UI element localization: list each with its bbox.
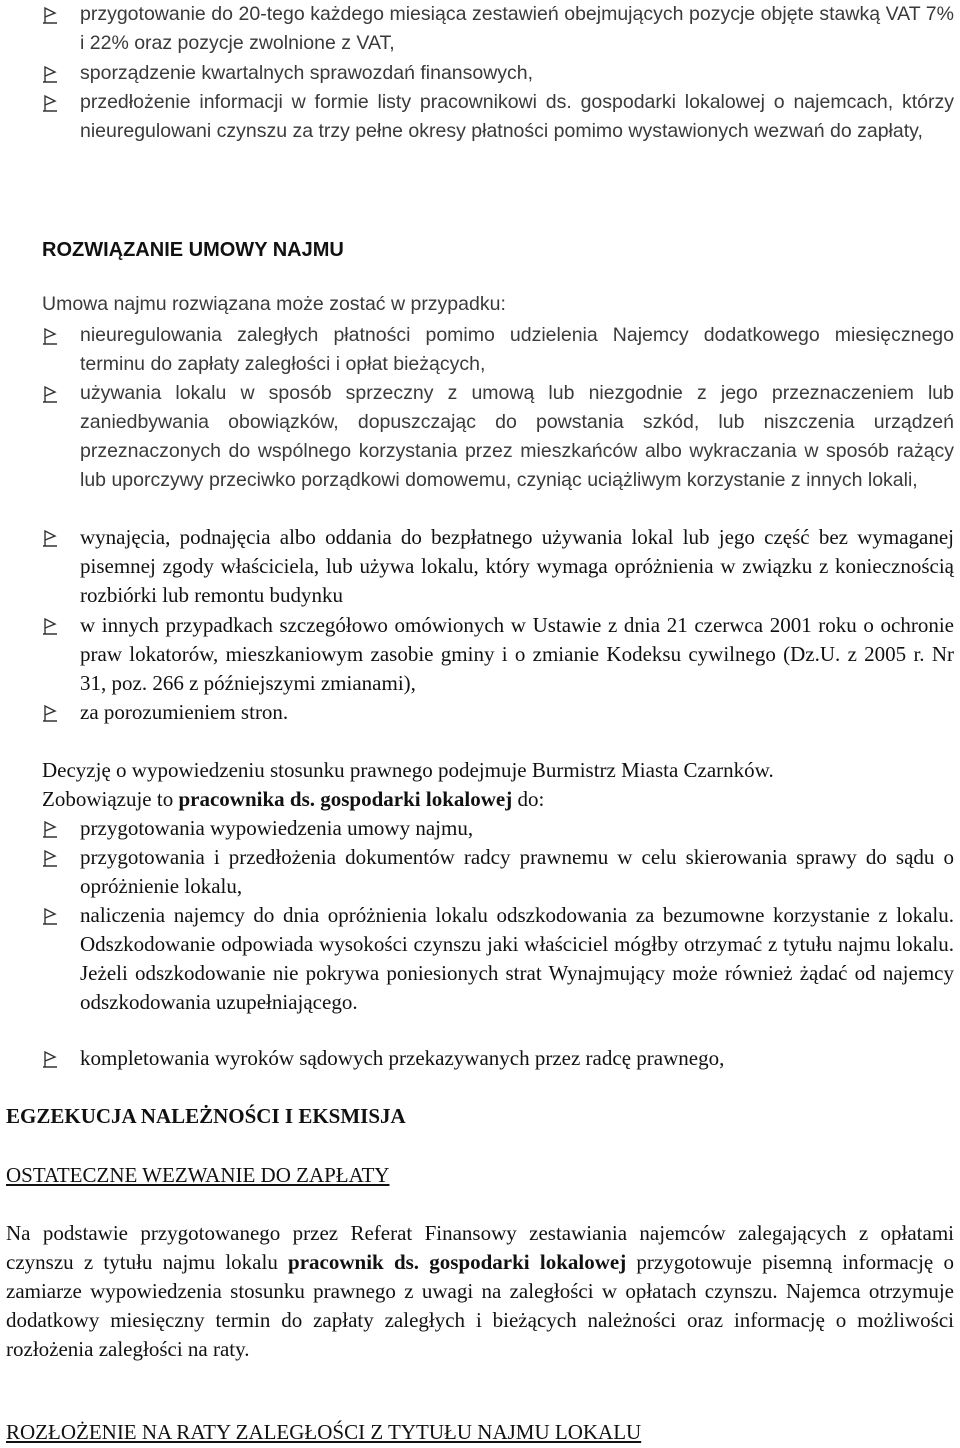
list-item (42, 379, 954, 495)
list-item-text: wynajęcia, podnajęcia albo oddania do bezpłatnego używania lokal lub jego część bez wymaganej pisemnej zgody właściciela, lub używa lokalu, który wymaga opróżnienia w związku z koniecznością rozbiórki lub remontu budynku (80, 525, 954, 607)
obligation-suffix: do: (512, 787, 545, 811)
section-subheading: OSTATECZNE WEZWANIE DO ZAPŁATY (6, 1163, 390, 1187)
section-intro: Umowa najmu rozwiązana może zostać w przypadku: (42, 293, 506, 315)
tent-flag-icon (42, 385, 64, 403)
tent-flag-icon (42, 94, 64, 112)
paragraph-part: przygotowuje pisemną informację o zamiarze wypowiedzenia stosunku prawnego z uwagi na zaległości w opłatach czynszu. Najemca otrzymuje dodatkowy miesięczny termin do zapłaty zaległych i bieżących należności oraz informację o możliwości rozłożenia zaległości na raty. (6, 1250, 954, 1361)
tent-flag-icon (42, 65, 64, 83)
list-item-text: w innych przypadkach szczegółowo omówionych w Ustawie z dnia 21 czerwca 2001 roku o ochronie praw lokatorów, mieszkaniowym zasobie gminy i o zmianie Kodeksu cywilnego (Dz.U. z 2005 r. Nr 31, poz. 266 z późniejszymi zmianami), (80, 613, 954, 695)
list-item (42, 88, 954, 146)
tent-flag-icon (42, 617, 64, 635)
list-item-text: sporządzenie kwartalnych sprawozdań finansowych, (80, 62, 534, 84)
section-subheading: ROZŁOŻENIE NA RATY ZALEGŁOŚCI Z TYTUŁU NAJMU LOKALU (6, 1420, 642, 1444)
list-item-text: kompletowania wyroków sądowych przekazywanych przez radcę prawnego, (80, 1046, 725, 1070)
obligation-prefix: Zobowiązuje to (42, 787, 179, 811)
list-item-text: przygotowania wypowiedzenia umowy najmu, (80, 816, 474, 840)
tent-flag-icon (42, 529, 64, 547)
tent-flag-icon (42, 907, 64, 925)
list-item (42, 698, 954, 727)
list-item (42, 611, 954, 698)
list-item-text: przygotowanie do 20-tego każdego miesiąca zestawień obejmujących pozycje objęte stawką VAT 7% i 22% oraz pozycje zwolnione z VAT, (80, 3, 954, 54)
obligation-role: pracownika ds. gospodarki lokalowej (178, 787, 513, 811)
list-item-text: nieuregulowania zaległych płatności pomimo udzielenia Najemcy dodatkowego miesięcznego terminu do zapłaty zaległości i opłat bieżących, (80, 324, 954, 375)
list-item-text: za porozumieniem stron. (80, 700, 289, 724)
decision-line: Decyzję o wypowiedzeniu stosunku prawnego podejmuje Burmistrz Miasta Czarnków. (42, 758, 774, 782)
tent-flag-icon (42, 327, 64, 345)
list-item (42, 1044, 954, 1073)
tent-flag-icon (42, 1050, 64, 1068)
list-item-text: przygotowania i przedłożenia dokumentów radcy prawnemu w celu skierowania sprawy do sądu o opróżnienie lokalu, (80, 845, 954, 898)
list-item (42, 321, 954, 379)
list-item (42, 901, 954, 1017)
list-item-text: używania lokalu w sposób sprzeczny z umową lub niezgodnie z jego przeznaczeniem lub zaniedbywania obowiązków, dopuszczając do powstania szkód, lub niszczenia urządzeń przeznaczonych do wspólnego korzystania przez mieszkańców albo wykraczania w sposób rażący lub uporczywy przeciwko porządkowi domowemu, czyniąc uciążliwym korzystanie z innych lokali, (80, 382, 954, 491)
paragraph-role: pracownik ds. gospodarki lokalowej (288, 1250, 627, 1274)
list-item-text: przedłożenie informacji w formie listy pracownikowi ds. gospodarki lokalowej o najemcach, którzy nieuregulowani czynszu za trzy pełne okresy płatności pomimo wystawionych wezwań do zapłaty, (80, 91, 954, 142)
obligation-line (42, 785, 544, 814)
tent-flag-icon (42, 704, 64, 722)
section-heading: EGZEKUCJA NALEŻNOŚCI I EKSMISJA (6, 1104, 406, 1128)
tent-flag-icon (42, 820, 64, 838)
section-heading: ROZWIĄZANIE UMOWY NAJMU (42, 239, 344, 261)
tent-flag-icon (42, 849, 64, 867)
paragraph-part: Na podstawie przygotowanego przez Referat Finansowy zestawiania najemców zalegających z opłatami czynszu z tytułu najmu lokalu (6, 1221, 954, 1274)
list-item-text: naliczenia najemcy do dnia opróżnienia lokalu odszkodowania za bezumowne korzystanie z lokalu. Odszkodowanie odpowiada wysokości czynszu jaki właściciel mógłby otrzymać z tytułu najmu lokalu. Jeżeli odszkodowanie nie pokrywa poniesionych strat Wynajmujący może również żądać od najemcy odszkodowania uzupełniającego. (80, 903, 954, 1014)
section-paragraph (6, 1219, 954, 1364)
list-item (42, 523, 954, 610)
tent-flag-icon (42, 6, 64, 24)
list-item (42, 814, 954, 843)
list-item (42, 59, 954, 88)
list-item (42, 843, 954, 901)
list-item (42, 0, 954, 58)
